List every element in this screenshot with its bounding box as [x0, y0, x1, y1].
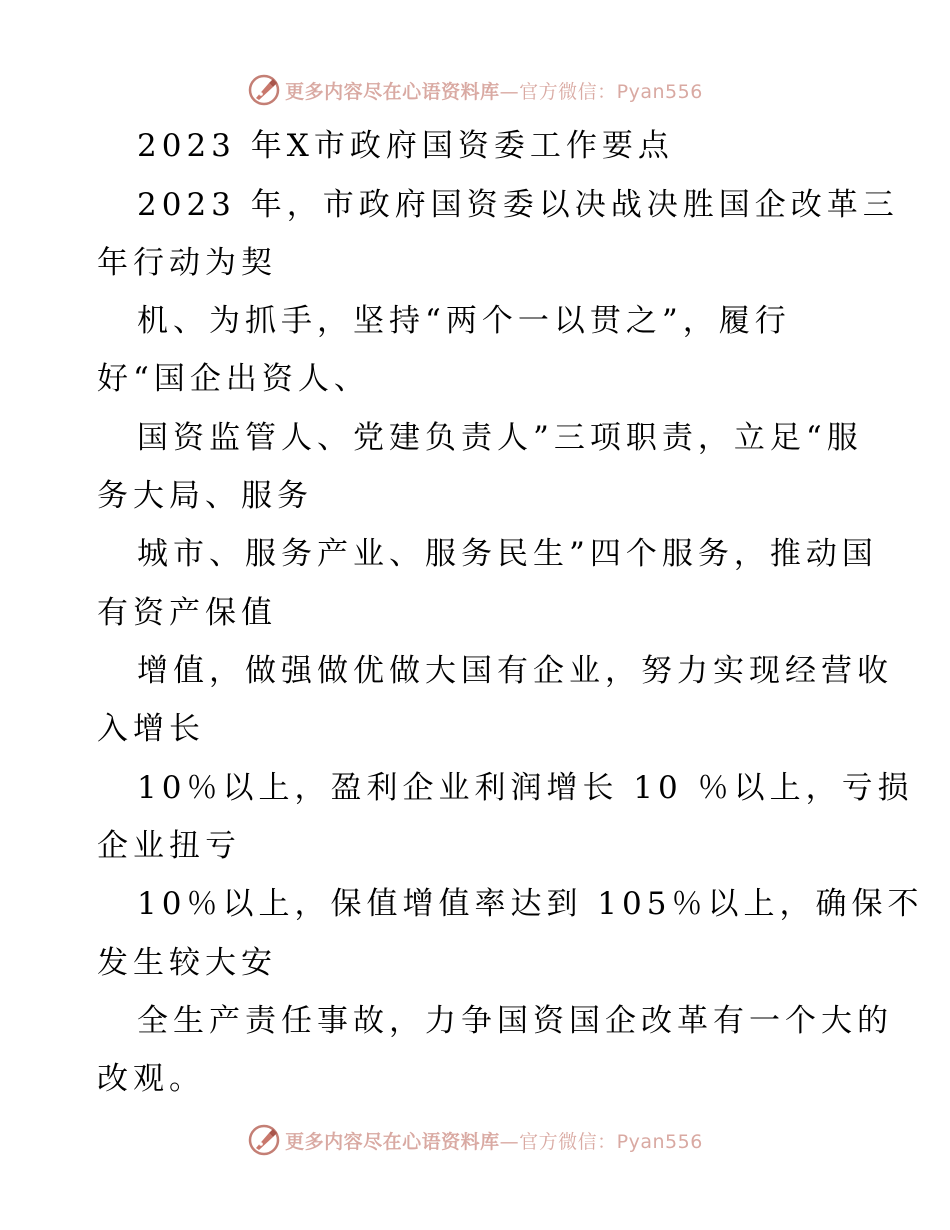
- footer-banner: [0, 1120, 950, 1160]
- paragraph-line: 务大局、服务: [97, 478, 313, 514]
- paragraph-line: 好“国企出资人、: [97, 361, 370, 397]
- footer-banner-content: [247, 1123, 703, 1157]
- pen-nib-logo-icon: [247, 1123, 281, 1157]
- header-banner-content: [247, 73, 703, 107]
- paragraph-line: 10％以上，保值增值率达到 105％以上，确保不: [137, 886, 924, 922]
- header-banner-wechat: —官方微信：Pyan556: [499, 80, 703, 103]
- footer-banner-wechat: —官方微信：Pyan556: [499, 1130, 703, 1153]
- paragraph-line: 2023 年，市政府国资委以决战决胜国企改革三: [137, 187, 899, 223]
- paragraph-line: 机、为抓手，坚持“两个一以贯之”，履行: [137, 303, 791, 339]
- pen-nib-logo-icon: [247, 73, 281, 107]
- document-title: 2023 年X市政府国资委工作要点: [137, 128, 674, 164]
- paragraph-line: 增值，做强做优做大国有企业，努力实现经营收: [137, 653, 893, 689]
- paragraph-line: 全生产责任事故，力争国资国企改革有一个大的: [137, 1003, 893, 1039]
- paragraph-line: 发生较大安: [97, 945, 277, 981]
- header-banner: [0, 70, 950, 110]
- footer-banner-text: [285, 1127, 703, 1154]
- paragraph-line: 入增长: [97, 711, 205, 747]
- header-banner-title: 更多内容尽在心语资料库: [285, 80, 500, 103]
- paragraph-line: 有资产保值: [97, 595, 277, 631]
- paragraph-line: 10％以上，盈利企业利润增长 10 ％以上，亏损: [137, 770, 914, 806]
- paragraph-line: 改观。: [97, 1061, 205, 1097]
- paragraph-line: 年行动为契: [97, 245, 277, 281]
- paragraph-line: 城市、服务产业、服务民生”四个服务，推动国: [137, 536, 878, 572]
- paragraph-line: 国资监管人、党建负责人”三项职责，立足“服: [137, 420, 863, 456]
- paragraph-line: 企业扭亏: [97, 828, 241, 864]
- footer-banner-title: 更多内容尽在心语资料库: [285, 1130, 500, 1153]
- header-banner-text: [285, 77, 703, 104]
